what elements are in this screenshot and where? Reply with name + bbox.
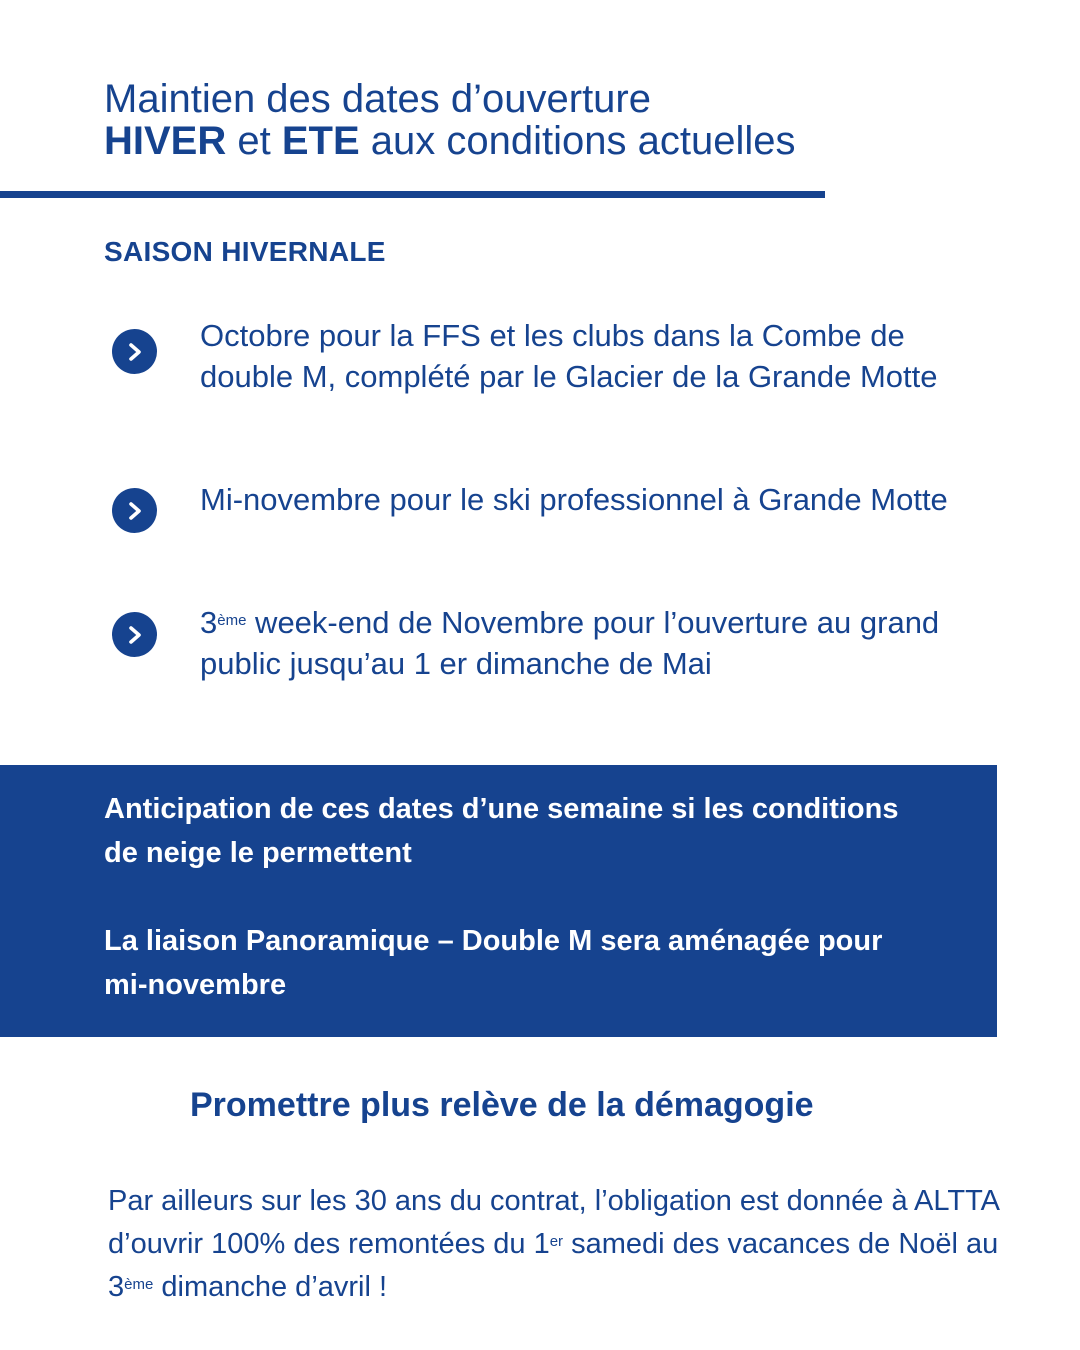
footer-sup-1: er xyxy=(549,1233,564,1250)
promise-heading: Promettre plus relève de la démagogie xyxy=(190,1086,814,1124)
title-line-1: Maintien des dates d’ouverture xyxy=(104,77,651,121)
footer-part-3: dimanche d’avril ! xyxy=(153,1271,388,1303)
title-line-2 xyxy=(104,120,1004,162)
highlight-band xyxy=(0,765,997,1037)
item-text: week-end de Novembre pour l’ouverture au grand public jusqu’au 1 er dimanche de Mai xyxy=(200,605,940,681)
title-et: et xyxy=(226,119,282,163)
arrow-circle-icon xyxy=(112,329,157,374)
footer-paragraph xyxy=(108,1180,1048,1309)
list-item: Mi-novembre pour le ski professionnel à Grande Motte xyxy=(200,482,948,517)
arrow-circle-icon xyxy=(112,488,157,533)
footer-part-2: samedi des vacances de Noël au 3 xyxy=(108,1228,999,1303)
footer-sup-2: ème xyxy=(124,1276,154,1293)
title-ete: ETE xyxy=(281,119,360,163)
title-divider xyxy=(0,191,825,198)
list-item xyxy=(200,602,1000,684)
page-title xyxy=(104,78,1004,162)
band-paragraph-2: La liaison Panoramique – Double M sera aménagée pour mi-novembre xyxy=(104,925,883,1001)
item-ordinal: 3 xyxy=(200,605,218,640)
list-item: Octobre pour la FFS et les clubs dans la Combe de double M, complété par le Glacier de la Grande Motte xyxy=(200,318,938,394)
arrow-circle-icon xyxy=(112,612,157,657)
title-rest: aux conditions actuelles xyxy=(359,119,796,163)
section-title: SAISON HIVERNALE xyxy=(104,236,386,267)
title-hiver: HIVER xyxy=(104,119,227,163)
band-paragraph-1: Anticipation de ces dates d’une semaine si les conditions de neige le permettent xyxy=(104,793,899,869)
item-ordinal-suffix: ème xyxy=(217,612,247,629)
footer-part-1: Par ailleurs sur les 30 ans du contrat, l’obligation est donnée à ALTTA d’ouvrir 100% des remontées du 1 xyxy=(108,1185,999,1260)
